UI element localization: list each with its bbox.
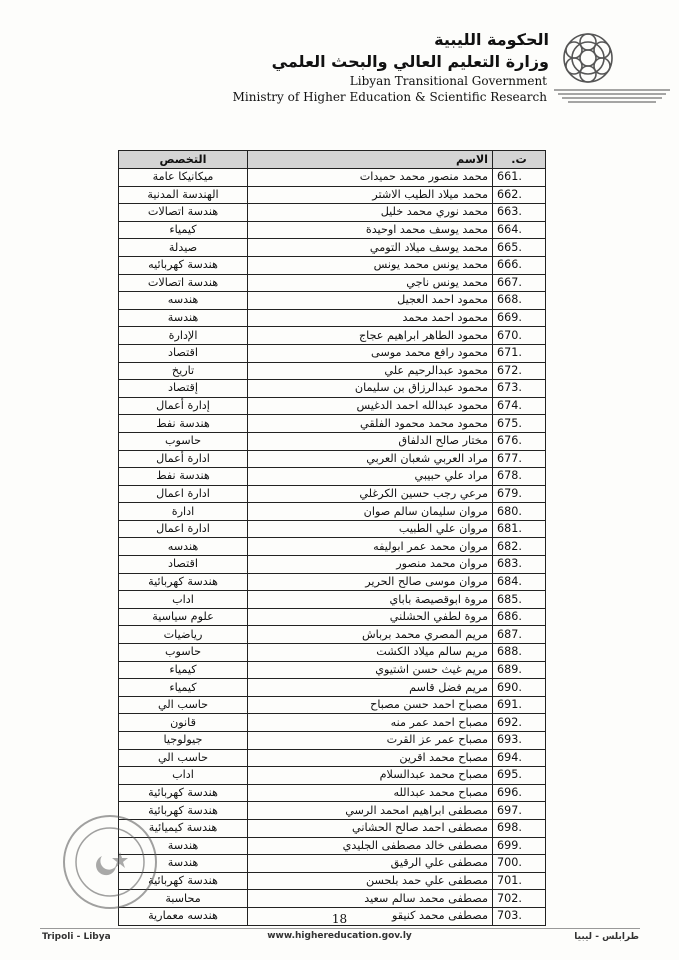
cell-number: 667.: [493, 274, 546, 292]
table-row: [119, 327, 546, 345]
cell-name: مريم فضل قاسم: [248, 679, 493, 697]
cell-name: مريم غيث حسن اشتيوي: [248, 661, 493, 679]
cell-number: 670.: [493, 327, 546, 345]
header-english-government: Libyan Transitional Government: [349, 74, 547, 88]
cell-name: محمد يوسف ميلاد التومي: [248, 239, 493, 257]
table-row: [119, 503, 546, 521]
table-row: [119, 855, 546, 873]
table-row: [119, 802, 546, 820]
table-row: [119, 714, 546, 732]
table-row: [119, 732, 546, 750]
cell-specialization: الإدارة: [119, 327, 248, 345]
table-row: [119, 767, 546, 785]
cell-number: 703.: [493, 907, 546, 925]
cell-number: 674.: [493, 397, 546, 415]
cell-number: 700.: [493, 855, 546, 873]
cell-name: مروان علي الطبيب: [248, 520, 493, 538]
cell-specialization: كيمياء: [119, 679, 248, 697]
cell-number: 672.: [493, 362, 546, 380]
cell-number: 661.: [493, 169, 546, 187]
table-row: [119, 292, 546, 310]
cell-number: 688.: [493, 644, 546, 662]
cell-name: مصباح محمد عبدالسلام: [248, 767, 493, 785]
table-row: [119, 274, 546, 292]
table-row: [119, 309, 546, 327]
cell-number: 673.: [493, 380, 546, 398]
cell-number: 662.: [493, 186, 546, 204]
cell-specialization: هندسة كهربائية: [119, 802, 248, 820]
cell-number: 676.: [493, 432, 546, 450]
cell-specialization: جيولوجيا: [119, 732, 248, 750]
footer-divider: [40, 928, 640, 929]
cell-number: 663.: [493, 204, 546, 222]
table-row: [119, 344, 546, 362]
cell-number: 699.: [493, 837, 546, 855]
cell-specialization: الهندسة المدنية: [119, 186, 248, 204]
cell-specialization: ادارة اعمال: [119, 520, 248, 538]
cell-name: مصباح احمد حسن مصباح: [248, 696, 493, 714]
cell-name: مختار صالح الدلفاق: [248, 432, 493, 450]
header-arabic-government: الحكومة الليبية: [434, 30, 549, 49]
cell-specialization: حاسوب: [119, 432, 248, 450]
cell-name: مصباح محمد اقرين: [248, 749, 493, 767]
table-row: [119, 890, 546, 908]
table-row: [119, 538, 546, 556]
cell-specialization: هندسة كهربائيه: [119, 256, 248, 274]
footer-city-english: Tripoli - Libya: [42, 932, 111, 942]
cell-name: مرعي رجب حسين الكرغلي: [248, 485, 493, 503]
cell-number: 669.: [493, 309, 546, 327]
cell-specialization: اقتصاد: [119, 556, 248, 574]
cell-name: مصطفى محمد سالم سعيد: [248, 890, 493, 908]
cell-number: 680.: [493, 503, 546, 521]
cell-name: محمد يوسف محمد اوحيدة: [248, 221, 493, 239]
table-row: [119, 679, 546, 697]
cell-specialization: اقتصاد: [119, 344, 248, 362]
cell-specialization: هندسة نفط: [119, 468, 248, 486]
cell-name: مصطفى محمد كنيقو: [248, 907, 493, 925]
table-row: [119, 591, 546, 609]
cell-name: مريم المصري محمد برباش: [248, 626, 493, 644]
footer-city-arabic: طرابلس - ليبيا: [574, 932, 639, 942]
cell-specialization: كيمياء: [119, 661, 248, 679]
cell-number: 701.: [493, 872, 546, 890]
letterhead: [0, 0, 679, 150]
cell-number: 666.: [493, 256, 546, 274]
cell-name: مصطفى ابراهيم امحمد الرسي: [248, 802, 493, 820]
cell-name: محمد نوري محمد خليل: [248, 204, 493, 222]
cell-specialization: رياضيات: [119, 626, 248, 644]
header-specialization: التخصص: [119, 151, 248, 169]
table-row: [119, 644, 546, 662]
cell-specialization: إقتصاد: [119, 380, 248, 398]
cell-specialization: علوم سياسية: [119, 608, 248, 626]
cell-number: 678.: [493, 468, 546, 486]
table-row: [119, 749, 546, 767]
table-row: [119, 696, 546, 714]
cell-specialization: حاسوب: [119, 644, 248, 662]
cell-name: مروة ابوقصيصة باباي: [248, 591, 493, 609]
table-row: [119, 362, 546, 380]
header-name: الاسم: [248, 151, 493, 169]
table-row: [119, 626, 546, 644]
graduates-table: [118, 150, 546, 926]
cell-specialization: ادارة أعمال: [119, 450, 248, 468]
cell-name: مروان سليمان سالم صوان: [248, 503, 493, 521]
cell-specialization: اداب: [119, 767, 248, 785]
cell-specialization: قانون: [119, 714, 248, 732]
cell-name: محمد ميلاد الطيب الاشتر: [248, 186, 493, 204]
cell-number: 683.: [493, 556, 546, 574]
table-row: [119, 784, 546, 802]
cell-number: 681.: [493, 520, 546, 538]
cell-number: 679.: [493, 485, 546, 503]
table-row: [119, 485, 546, 503]
header-english-ministry: Ministry of Higher Education & Scientific Research: [232, 90, 547, 104]
cell-number: 692.: [493, 714, 546, 732]
cell-number: 671.: [493, 344, 546, 362]
cell-name: مريم سالم ميلاد الكشت: [248, 644, 493, 662]
cell-specialization: هندسة اتصالات: [119, 204, 248, 222]
cell-number: 696.: [493, 784, 546, 802]
cell-number: 686.: [493, 608, 546, 626]
table-row: [119, 380, 546, 398]
table-row: [119, 819, 546, 837]
cell-specialization: ادارة: [119, 503, 248, 521]
table-row: [119, 204, 546, 222]
cell-specialization: محاسبة: [119, 890, 248, 908]
table-row: [119, 221, 546, 239]
cell-specialization: ادارة اعمال: [119, 485, 248, 503]
cell-number: 675.: [493, 415, 546, 433]
cell-name: مراد العربي شعبان العربي: [248, 450, 493, 468]
cell-name: مصباح عمر عز القرت: [248, 732, 493, 750]
cell-specialization: هندسة اتصالات: [119, 274, 248, 292]
cell-name: مصطفى علي الرقيق: [248, 855, 493, 873]
cell-specialization: كيمياء: [119, 221, 248, 239]
header-number: ت.: [493, 151, 546, 169]
cell-name: محمد يونس ناجي: [248, 274, 493, 292]
cell-number: 691.: [493, 696, 546, 714]
cell-specialization: هندسة: [119, 837, 248, 855]
table-row: [119, 239, 546, 257]
cell-name: مروان محمد عمر ابوليفه: [248, 538, 493, 556]
cell-name: مروة لطفي الحشلني: [248, 608, 493, 626]
table-row: [119, 520, 546, 538]
cell-number: 687.: [493, 626, 546, 644]
table-row: [119, 186, 546, 204]
table-row: [119, 837, 546, 855]
cell-specialization: هندسة كهربائية: [119, 573, 248, 591]
cell-specialization: هندسة كهربائية: [119, 784, 248, 802]
table-row: [119, 573, 546, 591]
cell-number: 665.: [493, 239, 546, 257]
ministry-emblem-icon: [552, 20, 672, 115]
cell-name: محمود عبدالله احمد الدغيس: [248, 397, 493, 415]
table-row: [119, 169, 546, 187]
footer-website: www.highereducation.gov.ly: [267, 931, 412, 941]
table-row: [119, 256, 546, 274]
table-row: [119, 397, 546, 415]
cell-name: مصباح احمد عمر منه: [248, 714, 493, 732]
cell-specialization: إدارة أعمال: [119, 397, 248, 415]
cell-number: 693.: [493, 732, 546, 750]
cell-number: 694.: [493, 749, 546, 767]
cell-number: 677.: [493, 450, 546, 468]
cell-specialization: هندسة: [119, 855, 248, 873]
cell-specialization: حاسب الي: [119, 696, 248, 714]
cell-specialization: هندسة نفط: [119, 415, 248, 433]
cell-name: مصطفى خالد مصطفى الجليدي: [248, 837, 493, 855]
cell-number: 690.: [493, 679, 546, 697]
cell-name: محمد منصور محمد حميدات: [248, 169, 493, 187]
cell-number: 684.: [493, 573, 546, 591]
cell-number: 695.: [493, 767, 546, 785]
cell-specialization: اداب: [119, 591, 248, 609]
cell-specialization: تاريخ: [119, 362, 248, 380]
cell-name: مروان موسى صالح الحرير: [248, 573, 493, 591]
cell-name: مصباح محمد عبدالله: [248, 784, 493, 802]
table-row: [119, 872, 546, 890]
cell-name: مروان محمد منصور: [248, 556, 493, 574]
cell-specialization: صيدلة: [119, 239, 248, 257]
cell-specialization: حاسب الي: [119, 749, 248, 767]
cell-name: مصطفى احمد صالح الحشاني: [248, 819, 493, 837]
cell-specialization: هندسة كهربائية: [119, 872, 248, 890]
cell-specialization: هندسة: [119, 309, 248, 327]
page-number: 18: [331, 912, 348, 926]
cell-name: محمد يونس محمد يونس: [248, 256, 493, 274]
table-body: [119, 169, 546, 926]
table-row: [119, 468, 546, 486]
table-header-row: [119, 151, 546, 169]
cell-name: محمود رافع محمد موسى: [248, 344, 493, 362]
official-stamp-icon: [60, 812, 160, 912]
cell-name: محمود احمد العجيل: [248, 292, 493, 310]
cell-number: 682.: [493, 538, 546, 556]
table-row: [119, 661, 546, 679]
cell-name: مصطفى علي حمد بلحسن: [248, 872, 493, 890]
table-row: [119, 608, 546, 626]
cell-number: 702.: [493, 890, 546, 908]
cell-name: محمود الطاهر ابراهيم عجاج: [248, 327, 493, 345]
cell-name: مراد علي حبيبي: [248, 468, 493, 486]
cell-name: محمود محمد محمود الفلقي: [248, 415, 493, 433]
table-row: [119, 450, 546, 468]
cell-name: محمود احمد محمد: [248, 309, 493, 327]
cell-number: 668.: [493, 292, 546, 310]
table-row: [119, 432, 546, 450]
cell-name: محمود عبدالرزاق بن سليمان: [248, 380, 493, 398]
cell-name: محمود عبدالرحيم علي: [248, 362, 493, 380]
cell-specialization: ميكانيكا عامة: [119, 169, 248, 187]
cell-specialization: هندسه: [119, 538, 248, 556]
table-row: [119, 415, 546, 433]
cell-number: 698.: [493, 819, 546, 837]
cell-specialization: هندسه معمارية: [119, 907, 248, 925]
cell-number: 685.: [493, 591, 546, 609]
cell-specialization: هندسه: [119, 292, 248, 310]
cell-number: 689.: [493, 661, 546, 679]
cell-specialization: هندسة كيميائية: [119, 819, 248, 837]
cell-number: 697.: [493, 802, 546, 820]
table-row: [119, 556, 546, 574]
cell-number: 664.: [493, 221, 546, 239]
header-arabic-ministry: وزارة التعليم العالي والبحث العلمي: [271, 52, 549, 71]
